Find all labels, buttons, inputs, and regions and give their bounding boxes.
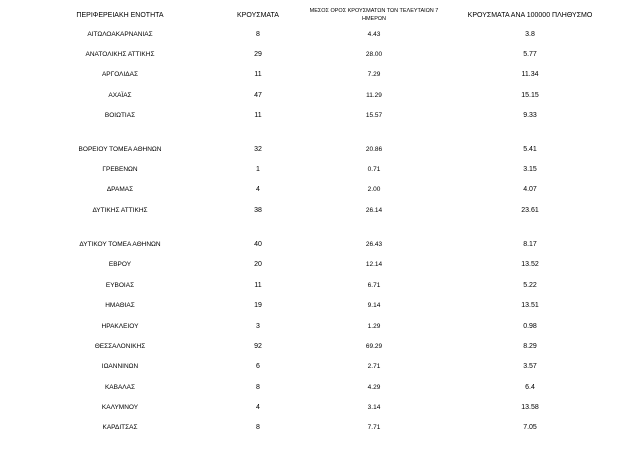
average-cell: 9.14 xyxy=(367,302,381,309)
region-cell: ΕΒΡΟΥ xyxy=(108,261,132,268)
cases-cell: 6 xyxy=(256,363,260,370)
per-100k-cell: 11.34 xyxy=(521,71,539,78)
per-100k-cell: 9.33 xyxy=(523,112,537,119)
region-cell: ΚΑΡΔΙΤΣΑΣ xyxy=(102,424,138,431)
table-row xyxy=(0,360,639,374)
per-100k-cell: 13.58 xyxy=(521,404,539,411)
table-row xyxy=(0,89,639,103)
region-cell: ΙΩΑΝΝΙΝΩΝ xyxy=(101,363,139,370)
region-cell: ΑΧΑΪΑΣ xyxy=(108,92,132,99)
region-cell: ΔΡΑΜΑΣ xyxy=(106,186,134,193)
average-cell: 11.29 xyxy=(366,92,382,99)
region-cell: ΒΟΙΩΤΙΑΣ xyxy=(104,112,136,119)
table-row xyxy=(0,279,639,293)
per-100k-cell: 0.98 xyxy=(523,323,537,330)
region-cell: ΕΥΒΟΙΑΣ xyxy=(105,282,135,289)
average-cell: 7.71 xyxy=(367,424,381,431)
region-cell: ΘΕΣΣΑΛΟΝΙΚΗΣ xyxy=(94,343,146,350)
region-cell: ΗΜΑΘΙΑΣ xyxy=(105,302,135,309)
average-cell: 12.14 xyxy=(365,261,383,268)
per-100k-cell: 3.8 xyxy=(525,31,535,38)
header-seven-day-average: ΜΕΣΟΣ ΟΡΟΣ ΚΡΟΥΣΜΑΤΩΝ ΤΩΝ ΤΕΛΕΥΤΑΙΩΝ 7 ΗΜΕΡΩΝ xyxy=(309,8,439,22)
average-cell: 28.00 xyxy=(365,51,383,58)
per-100k-cell: 5.77 xyxy=(523,51,537,58)
average-cell: 20.86 xyxy=(365,146,383,153)
cases-cell: 20 xyxy=(254,261,262,268)
cases-cell: 29 xyxy=(254,51,262,58)
average-cell: 7.29 xyxy=(367,71,381,78)
per-100k-cell: 23.61 xyxy=(521,207,539,214)
table-row xyxy=(0,299,639,313)
cases-cell: 92 xyxy=(254,343,262,350)
average-cell: 4.29 xyxy=(367,384,381,391)
cases-cell: 38 xyxy=(254,207,262,214)
average-cell: 4.43 xyxy=(367,31,381,38)
table-row xyxy=(0,28,639,42)
cases-cell: 4 xyxy=(256,404,260,411)
average-cell: 69.29 xyxy=(365,343,383,350)
per-100k-cell: 5.41 xyxy=(523,146,537,153)
region-cell: ΔΥΤΙΚΗΣ ΑΤΤΙΚΗΣ xyxy=(92,207,148,214)
per-100k-cell: 8.29 xyxy=(523,343,537,350)
header-cases-per-100k: ΚΡΟΥΣΜΑΤΑ ΑΝΑ 100000 ΠΛΗΘΥΣΜΟ xyxy=(467,11,593,19)
table-row xyxy=(0,68,639,82)
per-100k-cell: 13.52 xyxy=(521,261,539,268)
table-row xyxy=(0,109,639,123)
table-row xyxy=(0,143,639,157)
region-cell: ΚΑΛΥΜΝΟΥ xyxy=(101,404,139,411)
table-row xyxy=(0,204,639,218)
average-cell: 2.71 xyxy=(367,363,381,370)
per-100k-cell: 4.07 xyxy=(523,186,537,193)
average-cell: 2.00 xyxy=(367,186,381,193)
table-row xyxy=(0,340,639,354)
cases-cell: 8 xyxy=(256,384,260,391)
cases-cell: 8 xyxy=(256,31,260,38)
region-cell: ΗΡΑΚΛΕΙΟΥ xyxy=(101,323,139,330)
region-cell: ΔΥΤΙΚΟΥ ΤΟΜΕΑ ΑΘΗΝΩΝ xyxy=(79,241,161,248)
per-100k-cell: 5.22 xyxy=(523,282,537,289)
per-100k-cell: 8.17 xyxy=(523,241,537,248)
region-cell: ΑΝΑΤΟΛΙΚΗΣ ΑΤΤΙΚΗΣ xyxy=(85,51,155,58)
header-cases: ΚΡΟΥΣΜΑΤΑ xyxy=(237,11,279,19)
average-cell: 1.29 xyxy=(367,323,381,330)
cases-cell: 11 xyxy=(254,71,262,78)
table-row xyxy=(0,258,639,272)
cases-cell: 1 xyxy=(256,166,260,173)
per-100k-cell: 3.15 xyxy=(523,166,537,173)
cases-cell: 4 xyxy=(256,186,260,193)
per-100k-cell: 13.51 xyxy=(521,302,539,309)
table-row xyxy=(0,401,639,415)
header-region: ΠΕΡΙΦΕΡΕΙΑΚΗ ΕΝΟΤΗΤΑ xyxy=(76,11,164,19)
table-row xyxy=(0,238,639,252)
region-cell: ΑΙΤΩΛΟΑΚΑΡΝΑΝΙΑΣ xyxy=(87,31,153,38)
cases-cell: 8 xyxy=(256,424,260,431)
cases-cell: 11 xyxy=(254,282,262,289)
table-row xyxy=(0,163,639,177)
average-cell: 0.71 xyxy=(367,166,381,173)
average-cell: 26.14 xyxy=(365,207,383,214)
region-cell: ΑΡΓΟΛΙΔΑΣ xyxy=(101,71,139,78)
cases-cell: 3 xyxy=(256,323,260,330)
per-100k-cell: 3.57 xyxy=(523,363,537,370)
per-100k-cell: 15.15 xyxy=(521,92,539,99)
cases-cell: 11 xyxy=(254,112,262,119)
average-cell: 15.57 xyxy=(365,112,383,119)
table-row xyxy=(0,381,639,395)
per-100k-cell: 7.05 xyxy=(523,424,537,431)
table-row xyxy=(0,320,639,334)
region-cell: ΓΡΕΒΕΝΩΝ xyxy=(102,166,138,173)
table-row xyxy=(0,421,639,435)
average-cell: 3.14 xyxy=(367,404,381,411)
average-cell: 6.71 xyxy=(367,282,381,289)
table-row xyxy=(0,183,639,197)
average-cell: 26.43 xyxy=(365,241,383,248)
cases-cell: 19 xyxy=(254,302,262,309)
cases-cell: 40 xyxy=(254,241,262,248)
per-100k-cell: 6.4 xyxy=(525,384,535,391)
region-cell: ΒΟΡΕΙΟΥ ΤΟΜΕΑ ΑΘΗΝΩΝ xyxy=(78,146,162,153)
cases-cell: 47 xyxy=(254,92,262,99)
table-row xyxy=(0,48,639,62)
region-cell: ΚΑΒΑΛΑΣ xyxy=(104,384,136,391)
cases-cell: 32 xyxy=(254,146,262,153)
